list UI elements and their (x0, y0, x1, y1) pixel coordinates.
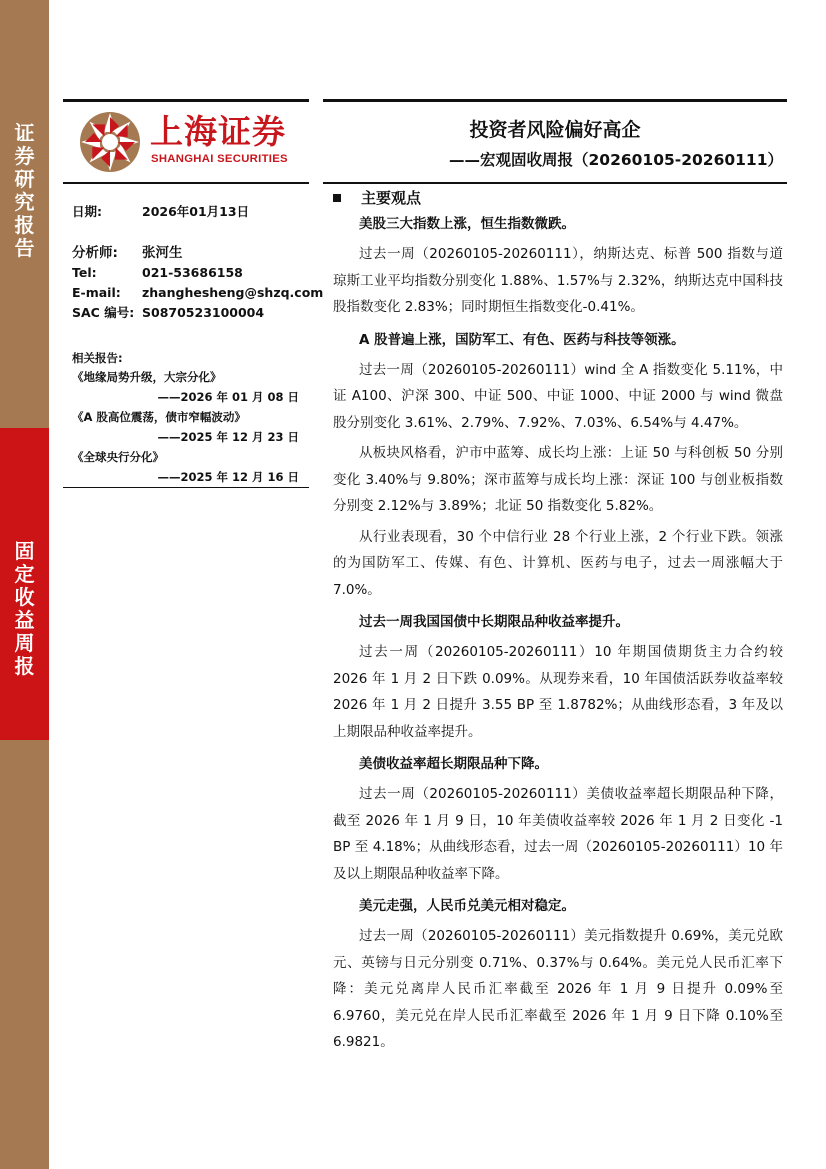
main-content (333, 188, 783, 1060)
section-heading: 主要观点 (333, 188, 783, 208)
sac-row: SAC 编号: S0870523100004 (72, 305, 265, 320)
related-reports-heading: 相关报告: (72, 351, 123, 365)
report-title: 投资者风险偏好高企 (469, 119, 641, 141)
analyst-name: 张河生 (142, 245, 183, 261)
info-rule-bottom (63, 487, 309, 488)
report-subtitle: ——宏观固收周报（20260105-20260111） (449, 151, 783, 169)
key-point-paragraph: 过去一周（20260105-20260111），纳斯达克、标普 500 指数与道琼斯工业平均指数分别变化 1.88%、1.57%与 2.32%，纳斯达克中国科技股指数变化 2.83%；同时期恒生指数变化-0.41%。 (333, 246, 783, 315)
info-rule-top (63, 182, 309, 184)
logo-name-cn: 上海证券 (150, 112, 286, 151)
related-report-date: ——2026 年 01 月 08 日 (157, 390, 299, 404)
key-point-heading: 美元走强，人民币兑美元相对稳定。 (359, 898, 575, 914)
related-report-title[interactable]: 《A 股高位震荡，债市窄幅波动》 (72, 410, 246, 424)
main-rule-top (323, 182, 787, 184)
related-report-date: ——2025 年 12 月 23 日 (157, 430, 299, 444)
bullet-square-icon (333, 194, 341, 202)
side-strip-bottom (0, 740, 49, 1169)
email-row: E-mail: zhanghesheng@shzq.com (72, 285, 324, 300)
report-type-vertical-label: 证 券 研 究 报 告 (14, 121, 35, 260)
related-report-title[interactable]: 《地缘局势升级，大宗分化》 (72, 370, 222, 384)
key-point-paragraph: 从板块风格看，沪市中蓝筹、成长均上涨：上证 50 与科创板 50 分别变化 3.40%与 9.80%；深市蓝筹与成长均上涨：深证 100 与创业板指数分别变 2.12%与 3.89%；北证 50 指数变化 5.82%。 (333, 445, 783, 514)
key-point-paragraph: 过去一周（20260105-20260111）wind 全 A 指数变化 5.11%，中证 A100、沪深 300、中证 500、中证 1000、中证 2000 与 wind 微盘股分别变化 3.61%、2.79%、7.92%、7.03%、6.54%与 4.47%。 (333, 361, 783, 431)
key-point-heading: A 股普遍上涨，国防军工、有色、医药与科技等领涨。 (359, 331, 685, 348)
related-report-title[interactable]: 《全球央行分化》 (72, 450, 164, 464)
report-category-vertical-label: 固 定 收 益 周 报 (14, 539, 35, 678)
key-point-paragraph: 过去一周（20260105-20260111）美元指数提升 0.69%，美元兑欧元、英镑与日元分别变 0.71%、0.37%与 0.64%。美元兑人民币汇率下降：美元兑离岸人民币汇率截至 2026 年 1 月 9 日提升 0.09%至 6.9760，美元兑在岸人民币汇率截至 2026 年 1 月 9 日下降 0.10%至 6.9821。 (333, 928, 783, 1050)
key-point-paragraph: 过去一周（20260105-20260111）美债收益率超长期限品种下降，截至 2026 年 1 月 9 日，10 年美债收益率较 2026 年 1 月 2 日变化 -1 BP 至 4.18%；从曲线形态看，过去一周（20260105-20260111）10 年及以上期限品种收益率下降。 (333, 786, 783, 882)
date-row: 日期: 2026年01月13日 (72, 204, 250, 219)
key-point-heading: 美股三大指数上涨，恒生指数微跌。 (359, 216, 575, 232)
key-point-heading: 美债收益率超长期限品种下降。 (359, 756, 548, 772)
header-rule-right (323, 99, 787, 102)
key-point-heading: 过去一周我国国债中长期限品种收益率提升。 (359, 614, 629, 630)
sac-number: S0870523100004 (142, 305, 265, 320)
report-date: 2026年01月13日 (142, 204, 250, 219)
analyst-row: 分析师: 张河生 (72, 245, 183, 261)
logo-name-en: SHANGHAI SECURITIES (151, 153, 288, 165)
analyst-tel: 021-53686158 (142, 265, 243, 280)
key-point-paragraph: 过去一周（20260105-20260111）10 年期国债期货主力合约较 2026 年 1 月 2 日下跌 0.09%。从现券来看，10 年国债活跃券收益率较 2026 年 1 月 2 日提升 3.55 BP 至 1.8782%；从曲线形态看，3 年及以上期限品种收益率提升。 (333, 644, 783, 740)
key-point-paragraph: 从行业表现看，30 个中信行业 28 个行业上涨，2 个行业下跌。领涨的为国防军工、传媒、有色、计算机、医药与电子，过去一周涨幅大于 7.0%。 (333, 528, 783, 598)
related-report-date: ——2025 年 12 月 16 日 (157, 470, 299, 484)
analyst-email[interactable]: zhanghesheng@shzq.com (142, 285, 324, 300)
header-rule-left (63, 99, 309, 102)
tel-row: Tel: 021-53686158 (72, 265, 243, 280)
